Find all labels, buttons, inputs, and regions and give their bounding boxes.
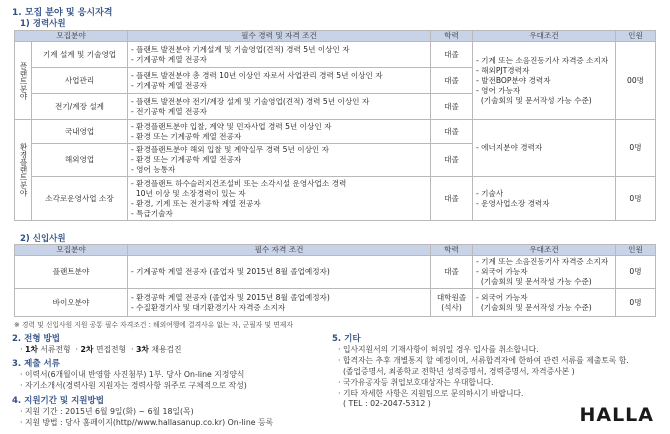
env-group-label: 환경플랜트분야 bbox=[15, 120, 32, 221]
table-row bbox=[15, 256, 656, 289]
edu-cell: 대학원졸 (석사) bbox=[431, 289, 473, 317]
step-1-label: 서류전형 bbox=[40, 345, 71, 354]
edu-cell: 대졸 bbox=[431, 144, 473, 177]
step-3-num: 3차 bbox=[136, 345, 149, 354]
section4-title: 4. 지원기간 및 지원방법 bbox=[12, 396, 104, 406]
cond-cell: - 플랜트 발전분야 총 경력 10년 이상인 자로서 사업관리 경력 5년 이상인 자 - 기계공학 계열 전공자 bbox=[128, 68, 431, 94]
new-header-cond: 필수 자격 조건 bbox=[128, 245, 431, 256]
new-hire-table bbox=[14, 244, 656, 317]
field-cell: 플랜트분야 bbox=[15, 256, 128, 289]
career-header-cond: 필수 경력 및 자격 조건 bbox=[128, 31, 431, 42]
section1-title: 1. 모집 분야 및 응시자격 bbox=[12, 8, 113, 18]
env-count-cell-2: 0명 bbox=[616, 177, 656, 221]
field-cell: 소각로운영사업 소장 bbox=[32, 177, 128, 221]
career-header-field: 모집분야 bbox=[15, 31, 128, 42]
misc-item: ( TEL : 02-2047-5312 ) bbox=[338, 399, 431, 408]
plant-group-label: 플랜트분야 bbox=[15, 42, 32, 120]
step-2-label: 면접전형 bbox=[95, 345, 127, 354]
misc-item: · 국가유공자등 취업보호대상자는 우대합니다. bbox=[338, 378, 494, 387]
env-count-cell-1: 0명 bbox=[616, 120, 656, 177]
cond-cell: - 환경공학 계열 전공자 (졸업자 및 2015년 8월 졸업예정자) - 수질환경기사 및 대기환경기사 자격증 소지자 bbox=[128, 289, 431, 317]
document-item: · 자기소개서(경력사원 지원자는 경력사항 위주로 구체적으로 작성) bbox=[20, 381, 247, 390]
cond-cell: - 환경플랜트분야 해외 입찰 및 계약실무 경력 5년 이상인 자 - 환경 또는 기계공학 계열 전공자 - 영어 능통자 bbox=[128, 144, 431, 177]
count-cell: 0명 bbox=[616, 289, 656, 317]
new-header-count: 인원 bbox=[616, 245, 656, 256]
career-subtitle: 1) 경력사원 bbox=[20, 19, 66, 29]
common-requirement-note: ※ 경력 및 신입사원 지원 공통 필수 자격조건 : 해외여행에 결격사유 없는 자, 군필자 및 면제자 bbox=[14, 321, 293, 329]
table-row bbox=[15, 42, 656, 68]
field-cell: 전기/계장 설계 bbox=[32, 94, 128, 120]
field-cell: 해외영업 bbox=[32, 144, 128, 177]
edu-cell: 대졸 bbox=[431, 42, 473, 68]
cond-cell: - 플랜트 발전분야 전기/계장 설계 및 기술영업(견적) 경력 5년 이상인 자 - 전기공학 계열 전공자 bbox=[128, 94, 431, 120]
table-row bbox=[15, 120, 656, 144]
new-header-field: 모집분야 bbox=[15, 245, 128, 256]
apply-method: · 지원 방법 : 당사 홈페이지(http//www.hallasanup.co.kr) On-line 등록 bbox=[20, 418, 274, 427]
plant-count-cell: 00명 bbox=[616, 42, 656, 120]
step-3-label: 채용검진 bbox=[151, 345, 182, 354]
career-header-count: 인원 bbox=[616, 31, 656, 42]
section3-title: 3. 제출 서류 bbox=[12, 359, 60, 369]
count-cell: 0명 bbox=[616, 256, 656, 289]
document-item: · 이력서(6개월이내 반영함 사진첨부) 1부. 당사 On-line 지정양식 bbox=[20, 370, 245, 379]
field-cell: 바이오분야 bbox=[15, 289, 128, 317]
field-cell: 국내영업 bbox=[32, 120, 128, 144]
section5-title: 5. 기타 bbox=[332, 334, 361, 344]
career-header-edu: 학력 bbox=[431, 31, 473, 42]
selection-steps: · 1차 서류전형 · 2차 면접전형 · 3차 채용검진 bbox=[20, 345, 182, 354]
pref-cell: - 기계 또는 소음진동기사 자격증 소지자 - 외국어 가능자 (기술회의 및 문서작성 가능 수준) bbox=[473, 256, 616, 289]
step-1-num: 1차 bbox=[24, 345, 38, 354]
env-pref-cell-1: - 에너지분야 경력자 bbox=[473, 120, 616, 177]
apply-period: · 지원 기간 : 2015년 6월 9일(화) ~ 6월 18일(목) bbox=[20, 407, 194, 416]
edu-cell: 대졸 bbox=[431, 68, 473, 94]
misc-item: (졸업증명서, 최종학교 전학년 성적증명서, 경력증명서, 자격증사본 ) bbox=[338, 367, 575, 376]
career-table bbox=[14, 30, 656, 221]
step-2-num: 2차 bbox=[80, 345, 94, 354]
new-header-row bbox=[15, 245, 656, 256]
career-header-pref: 우대조건 bbox=[473, 31, 616, 42]
new-header-edu: 학력 bbox=[431, 245, 473, 256]
cond-cell: - 플랜트 발전분야 기계설계 및 기술영업(견적) 경력 5년 이상인 자 - 기계공학 계열 전공자 bbox=[128, 42, 431, 68]
cond-cell: - 기계공학 계열 전공자 (졸업자 및 2015년 8월 졸업예정자) bbox=[128, 256, 431, 289]
edu-cell: 대졸 bbox=[431, 177, 473, 221]
table-row bbox=[15, 289, 656, 317]
edu-cell: 대졸 bbox=[431, 256, 473, 289]
pref-cell: - 외국어 가능자 (기술회의 및 문서작성 가능 수준) bbox=[473, 289, 616, 317]
misc-item: · 합격자는 추후 개별통지 할 예정이며, 서류합격자에 한하여 관련 서류를 제출토록 함. bbox=[338, 356, 629, 365]
cond-cell: - 환경플랜트 하수슬러지건조설비 또는 소각시설 운영사업소 경력 10년 이상 및 소장경력이 있는 자 - 환경, 기계 또는 전기공학 계열 전공자 - 특급기술자 bbox=[128, 177, 431, 221]
misc-item: · 기타 자세한 사항은 지원팀으로 문의하시기 바랍니다. bbox=[338, 389, 524, 398]
table-row bbox=[15, 177, 656, 221]
edu-cell: 대졸 bbox=[431, 94, 473, 120]
halla-logo: HALLA bbox=[579, 404, 654, 426]
field-cell: 기계 설계 및 기술영업 bbox=[32, 42, 128, 68]
field-cell: 사업관리 bbox=[32, 68, 128, 94]
env-pref-cell-2: - 기술사 - 운영사업소장 경력자 bbox=[473, 177, 616, 221]
misc-item: · 입사지원서의 기재사항이 허위일 경우 입사를 취소합니다. bbox=[338, 345, 539, 354]
new-hire-subtitle: 2) 신입사원 bbox=[20, 234, 66, 244]
career-header-row bbox=[15, 31, 656, 42]
new-header-pref: 우대조건 bbox=[473, 245, 616, 256]
plant-pref-cell: - 기계 또는 소음진동기사 자격증 소지자 - 해외PJT경력자 - 발전BOP분야 경력자 - 영어 가능자 (기술회의 및 문서작성 가능 수준) bbox=[473, 42, 616, 120]
edu-cell: 대졸 bbox=[431, 120, 473, 144]
section2-title: 2. 전형 방법 bbox=[12, 334, 60, 344]
cond-cell: - 환경플랜트분야 입찰, 계약 및 민자사업 경력 5년 이상인 자 - 환경 또는 기계공학 계열 전공자 bbox=[128, 120, 431, 144]
